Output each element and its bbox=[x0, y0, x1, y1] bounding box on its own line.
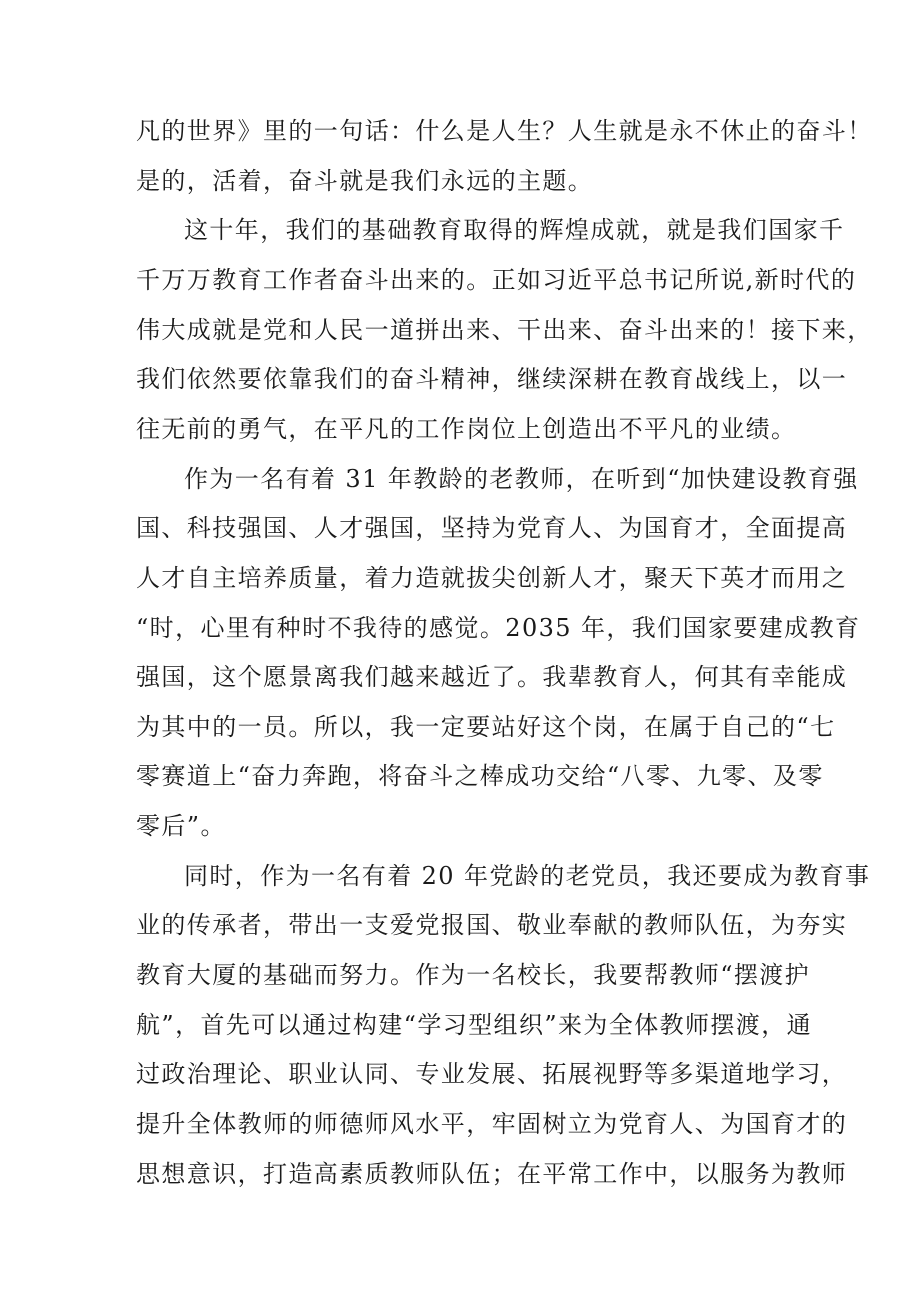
text-line: 我们依然要依靠我们的奋斗精神，继续深耕在教育战线上，以一 bbox=[136, 365, 848, 393]
text-line: “时，心里有种时不我待的感觉。2035 年，我们国家要建成教育 bbox=[136, 614, 861, 642]
paragraph-first-line: 这十年，我们的基础教育取得的辉煌成就，就是我们国家千 bbox=[184, 216, 845, 244]
text-line: 人才自主培养质量，着力造就拔尖创新人才，聚天下英才而用之 bbox=[136, 564, 848, 592]
paragraph-first-line: 作为一名有着 31 年教龄的老教师，在听到“加快建设教育强 bbox=[184, 465, 859, 493]
text-line: 过政治理论、职业认同、专业发展、拓展视野等多渠道地学习， bbox=[136, 1060, 848, 1088]
paragraph-first-line: 同时，作为一名有着 20 年党龄的老党员，我还要成为教育事 bbox=[184, 862, 871, 890]
text-line: 业的传承者，带出一支爱党报国、敬业奉献的教师队伍，为夯实 bbox=[136, 911, 848, 939]
text-line: 国、科技强国、人才强国，坚持为党育人、为国育才，全面提高 bbox=[136, 514, 848, 542]
text-line: 凡的世界》里的一句话：什么是人生？人生就是永不休止的奋斗！ bbox=[136, 117, 873, 145]
text-line: 航”，首先可以通过构建“学习型组织”来为全体教师摆渡，通 bbox=[136, 1011, 813, 1039]
text-line: 提升全体教师的师德师风水平，牢固树立为党育人、为国育才的 bbox=[136, 1110, 848, 1138]
text-line: 伟大成就是党和人民一道拼出来、干出来、奋斗出来的！接下来， bbox=[136, 316, 873, 344]
text-line: 教育大厦的基础而努力。作为一名校长，我要帮教师“摆渡护 bbox=[136, 961, 811, 989]
text-line: 强国，这个愿景离我们越来越近了。我辈教育人，何其有幸能成 bbox=[136, 663, 848, 691]
text-line: 为其中的一员。所以，我一定要站好这个岗，在属于自己的“七 bbox=[136, 713, 836, 741]
text-line: 思想意识，打造高素质教师队伍；在平常工作中，以服务为教师 bbox=[136, 1160, 848, 1188]
text-line: 千万万教育工作者奋斗出来的。正如习近平总书记所说,新时代的 bbox=[136, 266, 857, 294]
text-line: 是的，活着，奋斗就是我们永远的主题。 bbox=[136, 167, 594, 195]
text-line: 零后”。 bbox=[136, 812, 226, 840]
text-line: 零赛道上“奋力奔跑，将奋斗之棒成功交给“八零、九零、及零 bbox=[136, 762, 824, 790]
text-line: 往无前的勇气，在平凡的工作岗位上创造出不平凡的业绩。 bbox=[136, 415, 797, 443]
